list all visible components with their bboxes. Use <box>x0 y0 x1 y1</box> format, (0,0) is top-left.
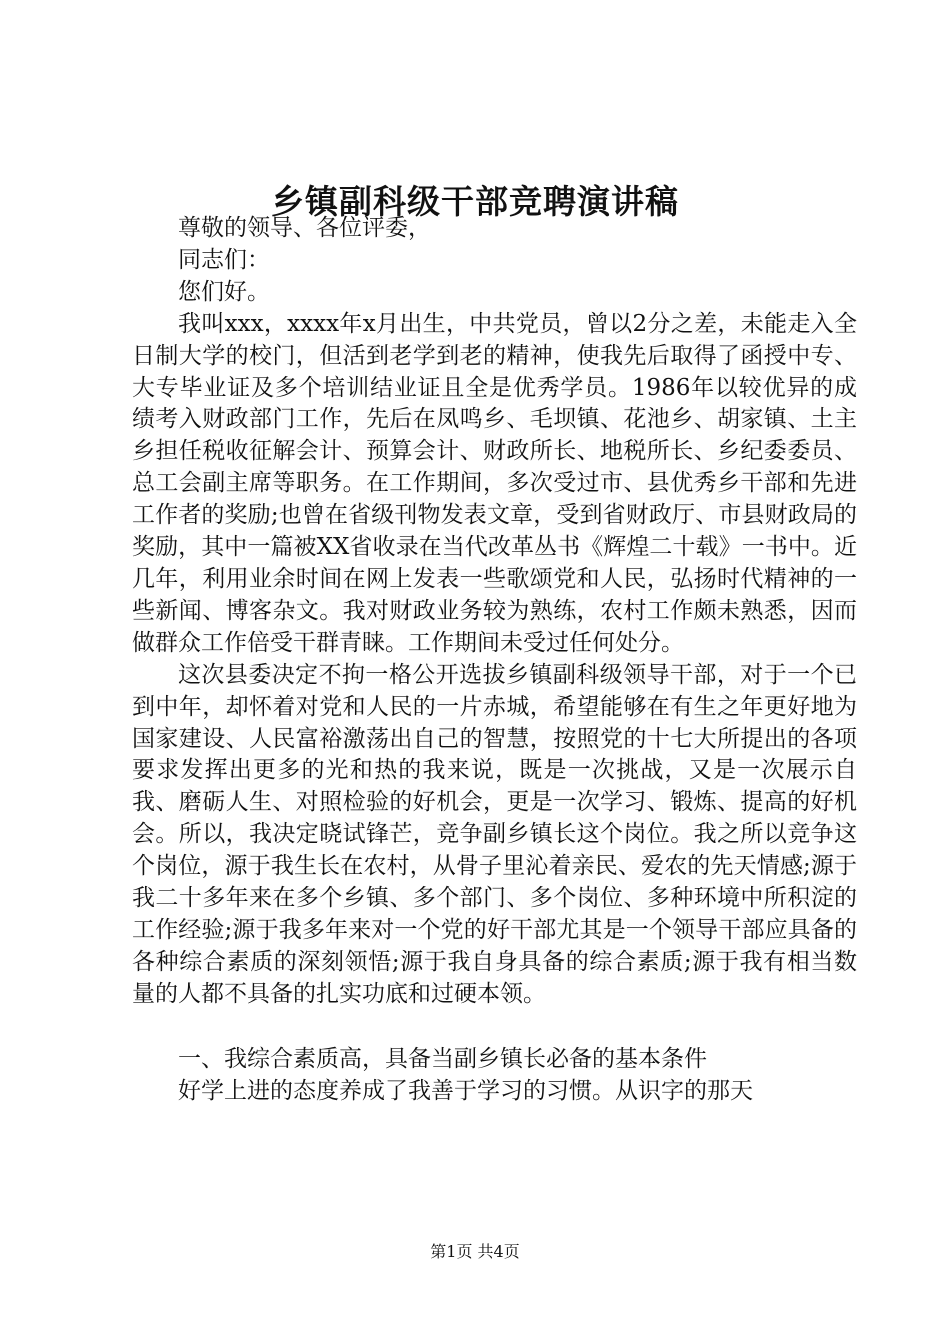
salutation-line: 同志们： <box>178 246 270 273</box>
body-paragraph: 这次县委决定不拘一格公开选拔乡镇副科级领导干部，对于一个已到中年，却怀着对党和人民的一片赤城，希望能够在有生之年更好地为国家建设、人民富裕激荡出自己的智慧，按照党的十七大所提出的各项要求发挥出更多的光和热的我来说，既是一次挑战，又是一次展示自我、磨砺人生、对照检验的好机会，更是一次学习、锻炼、提高的好机会。所以，我决定晓试锋芒，竞争副乡镇长这个岗位。我之所以竞争这个岗位，源于我生长在农村，从骨子里沁着亲民、爱农的先天情感;源于我二十多年来在多个乡镇、多个部门、多个岗位、多种环境中所积淀的工作经验;源于我多年来对一个党的好干部尤其是一个领导干部应具备的各种综合素质的深刻领悟;源于我自身具备的综合素质;源于我有相当数量的人都不具备的扎实功底和过硬本领。 <box>132 661 857 1007</box>
body-paragraph: 好学上进的态度养成了我善于学习的习惯。从识字的那天 <box>178 1077 753 1104</box>
salutation-line: 您们好。 <box>178 278 270 305</box>
body-paragraph: 我叫xxx，xxxx年x月出生，中共党员，曾以2分之差，未能走入全日制大学的校门，但活到老学到老的精神，使我先后取得了函授中专、大专毕业证及多个培训结业证且全是优秀学员。1986年以较优异的成绩考入财政部门工作，先后在凤鸣乡、毛坝镇、花池乡、胡家镇、土主乡担任税收征解会计、预算会计、财政所长、地税所长、乡纪委委员、总工会副主席等职务。在工作期间，多次受过市、县优秀乡干部和先进工作者的奖励;也曾在省级刊物发表文章，受到省财政厅、市县财政局的奖励，其中一篇被XX省收录在当代改革丛书《辉煌二十载》一书中。近几年，利用业余时间在网上发表一些歌颂党和人民，弘扬时代精神的一些新闻、博客杂文。我对财政业务较为熟练，农村工作颇未熟悉，因而做群众工作倍受干群青睐。工作期间未受过任何处分。 <box>132 310 857 656</box>
section-heading: 一、我综合素质高，具备当副乡镇长必备的基本条件 <box>178 1045 707 1072</box>
page-number-footer: 第1页 共4页 <box>430 1242 520 1261</box>
document-body <box>132 210 857 1107</box>
salutation-line: 尊敬的领导、各位评委， <box>178 215 431 241</box>
document-title: 乡镇副科级干部竞聘演讲稿 <box>271 182 679 221</box>
